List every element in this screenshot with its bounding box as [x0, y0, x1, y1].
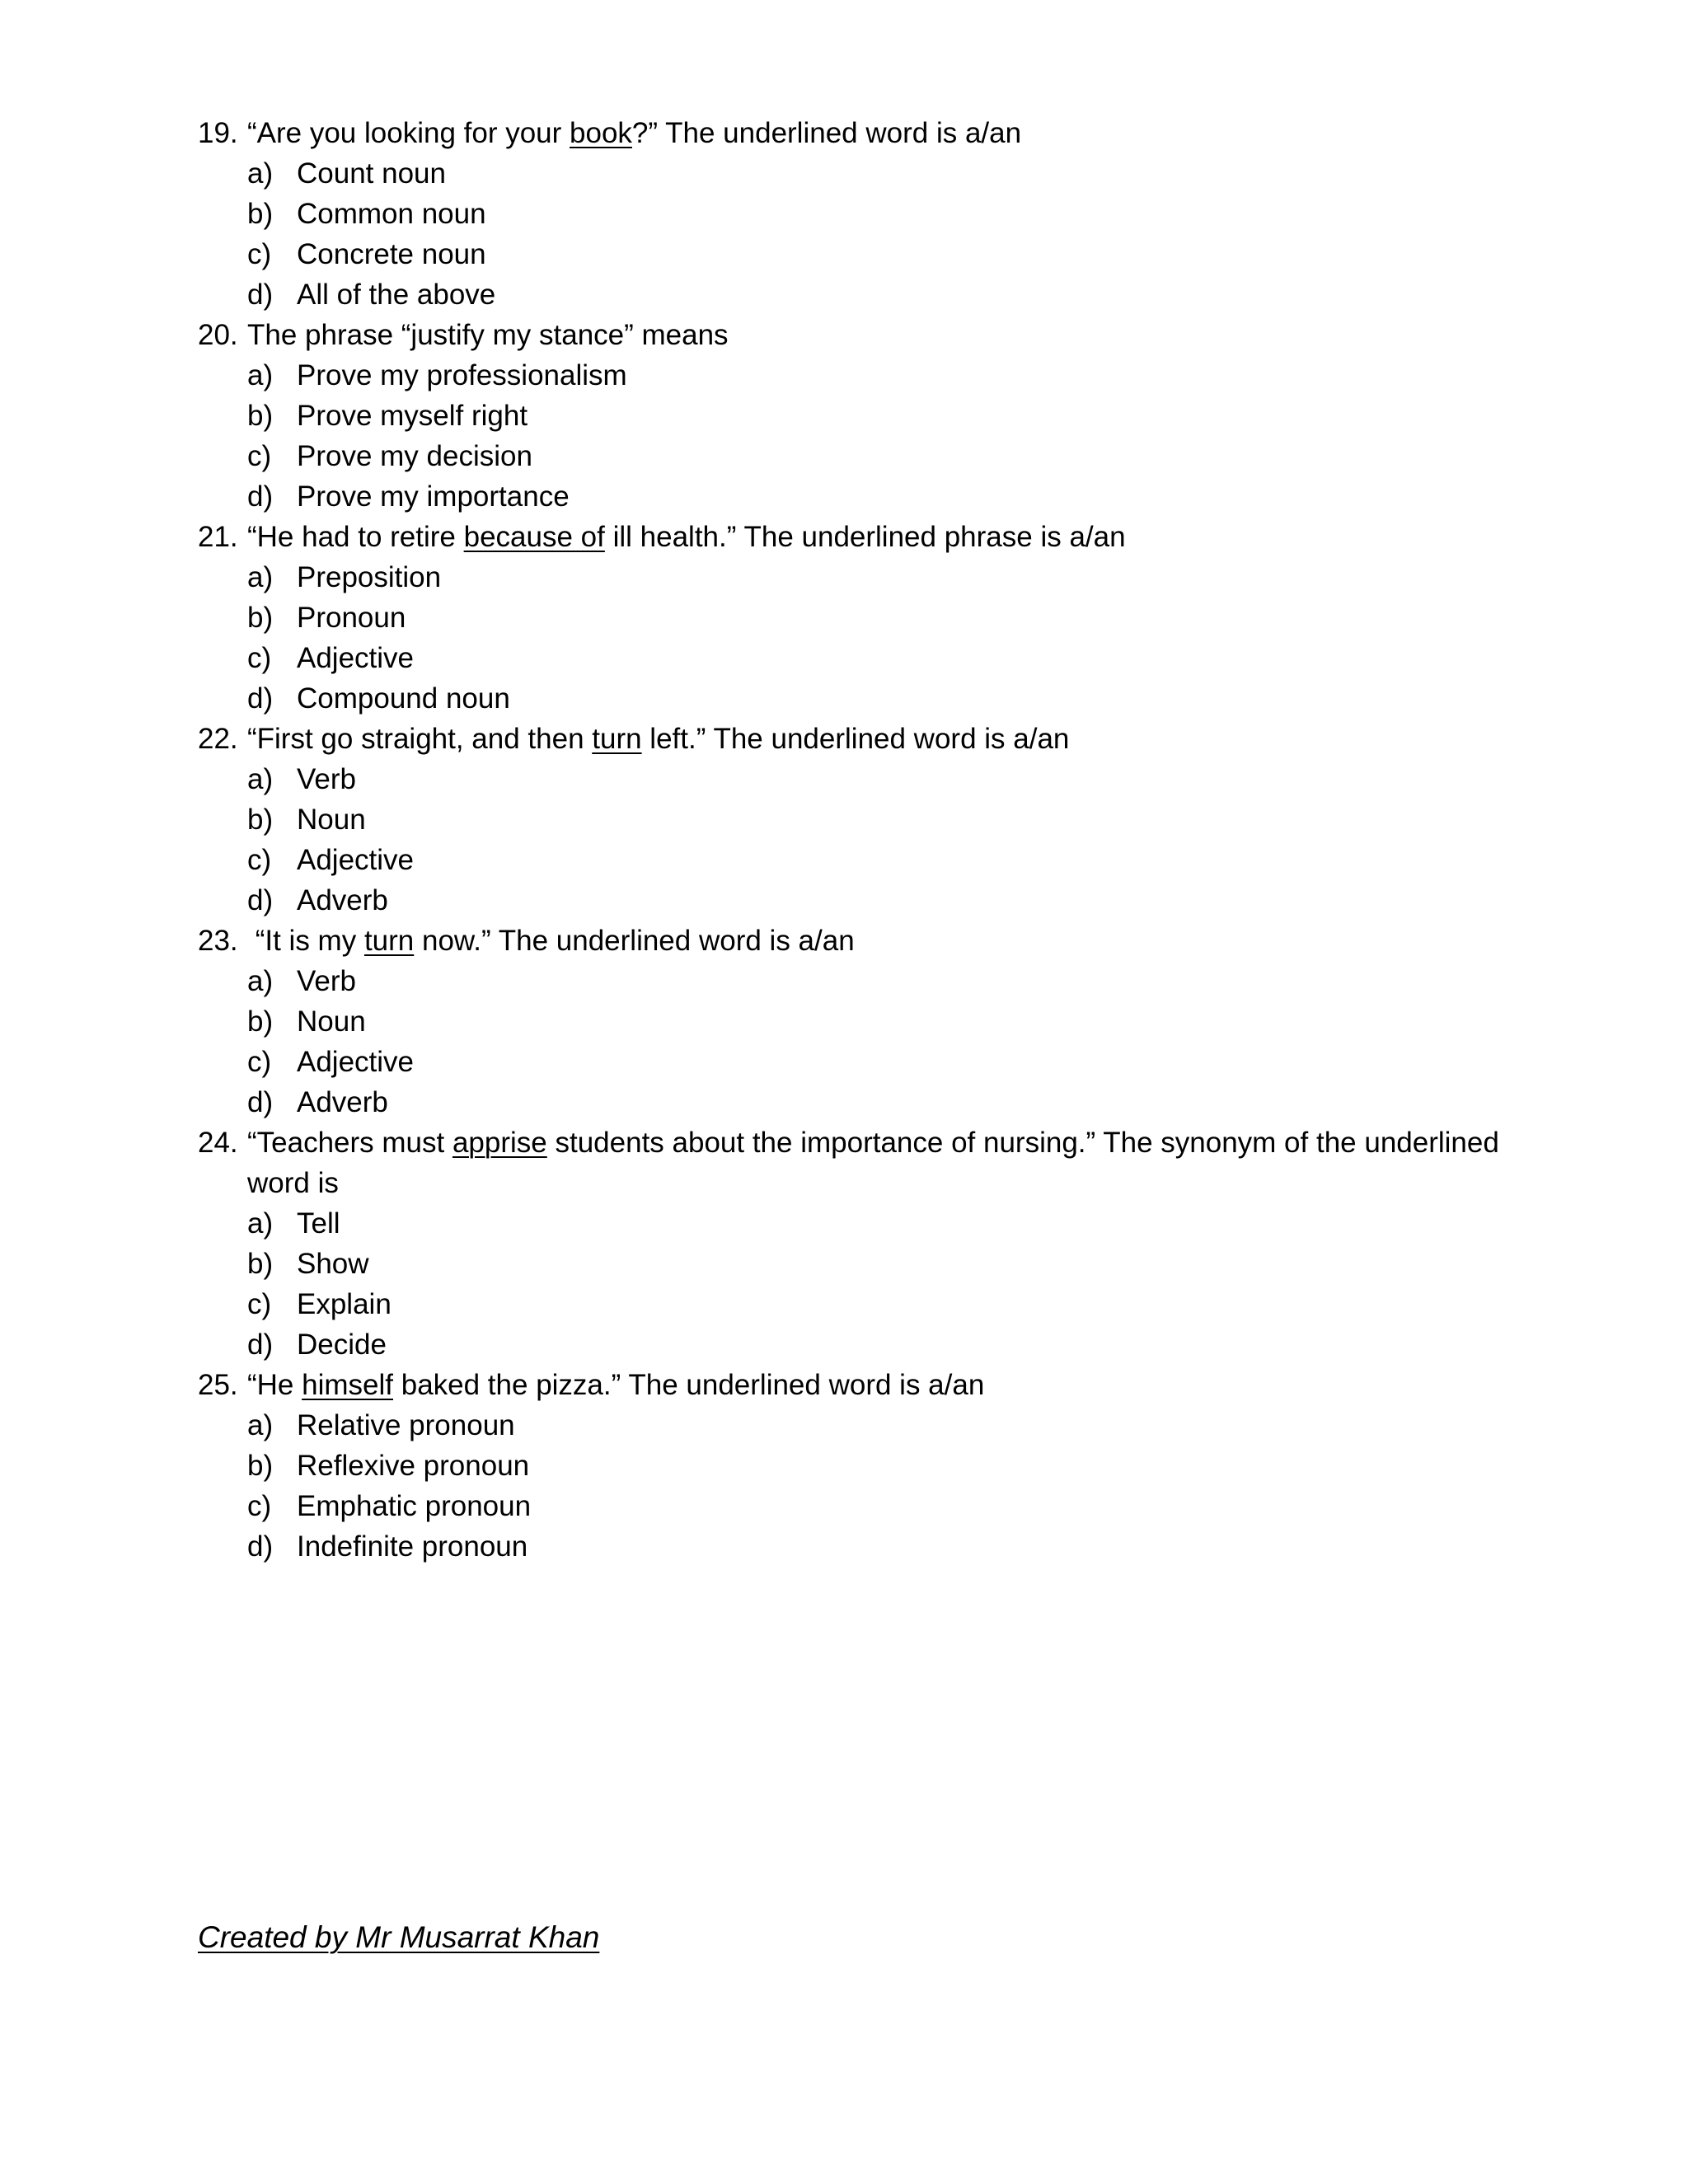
- question-text: [247, 315, 1533, 355]
- answer-option: [198, 274, 1533, 315]
- option-text: Verb: [297, 763, 356, 795]
- question-item: [198, 719, 1533, 921]
- author-credit: Created by Mr Musarrat Khan: [198, 1920, 600, 1954]
- question-number: 24.: [198, 1127, 238, 1159]
- question-text-post: students about the importance of nursing.” The synonym of the underlined word is: [247, 1127, 1507, 1199]
- option-letter: a): [247, 157, 274, 190]
- question-item: [198, 1365, 1533, 1567]
- option-letter: d): [247, 884, 274, 916]
- answer-option: [198, 759, 1533, 799]
- question-text-post: ill health.” The underlined phrase is a/an: [604, 521, 1126, 553]
- question-text-pre: “Teachers must: [247, 1127, 452, 1159]
- answer-option: [198, 1526, 1533, 1567]
- option-text: Prove myself right: [297, 400, 528, 432]
- option-list: [198, 1405, 1533, 1567]
- option-letter: a): [247, 1409, 274, 1441]
- question-stem: [198, 517, 1533, 557]
- question-text: [247, 921, 1533, 961]
- question-text: [247, 113, 1533, 153]
- option-text: Pronoun: [297, 602, 406, 634]
- question-list: [198, 113, 1533, 1567]
- option-list: [198, 961, 1533, 1122]
- option-text: Verb: [297, 965, 356, 997]
- option-text: Prove my professionalism: [297, 359, 627, 391]
- question-text: [247, 1122, 1533, 1203]
- answer-option: [198, 1082, 1533, 1122]
- underlined-term: turn: [592, 723, 642, 755]
- answer-option: [198, 436, 1533, 476]
- question-number: 22.: [198, 723, 238, 755]
- option-text: Preposition: [297, 561, 442, 593]
- answer-option: [198, 194, 1533, 234]
- question-item: [198, 1122, 1533, 1365]
- option-list: [198, 1203, 1533, 1365]
- question-stem: [198, 113, 1533, 153]
- option-text: Explain: [297, 1288, 392, 1320]
- option-text: Noun: [297, 804, 366, 836]
- option-letter: c): [247, 238, 272, 270]
- option-letter: b): [247, 198, 274, 230]
- option-text: Decide: [297, 1329, 387, 1361]
- option-text: Show: [297, 1248, 369, 1280]
- answer-option: [198, 840, 1533, 880]
- option-text: Concrete noun: [297, 238, 486, 270]
- question-text-pre: “Are you looking for your: [247, 117, 570, 149]
- underlined-term: because of: [463, 521, 605, 553]
- question-item: [198, 517, 1533, 719]
- option-letter: c): [247, 844, 272, 876]
- answer-option: [198, 1405, 1533, 1446]
- option-letter: d): [247, 682, 274, 715]
- option-text: Reflexive pronoun: [297, 1450, 530, 1482]
- underlined-term: book: [570, 117, 632, 149]
- answer-option: [198, 1324, 1533, 1365]
- question-item: [198, 921, 1533, 1122]
- option-text: Compound noun: [297, 682, 510, 715]
- answer-option: [198, 557, 1533, 598]
- question-text: [247, 1365, 1533, 1405]
- option-text: Noun: [297, 1005, 366, 1038]
- answer-option: [198, 234, 1533, 274]
- question-item: [198, 315, 1533, 517]
- answer-option: [198, 1001, 1533, 1042]
- option-text: Prove my importance: [297, 480, 570, 513]
- option-letter: c): [247, 1490, 272, 1522]
- answer-option: [198, 153, 1533, 194]
- answer-option: [198, 476, 1533, 517]
- question-number: 21.: [198, 521, 238, 553]
- underlined-term: apprise: [452, 1127, 547, 1159]
- option-letter: d): [247, 480, 274, 513]
- question-number: 25.: [198, 1369, 238, 1401]
- answer-option: [198, 961, 1533, 1001]
- question-text-pre: “He: [247, 1369, 302, 1401]
- option-letter: d): [247, 1086, 274, 1118]
- question-stem: [198, 719, 1533, 759]
- option-letter: d): [247, 1329, 274, 1361]
- option-text: Adjective: [297, 642, 415, 674]
- option-text: Tell: [297, 1207, 340, 1240]
- answer-option: [198, 1486, 1533, 1526]
- option-text: Prove my decision: [297, 440, 532, 472]
- question-text-pre: “First go straight, and then: [247, 723, 593, 755]
- option-text: Common noun: [297, 198, 486, 230]
- option-list: [198, 557, 1533, 719]
- option-text: Indefinite pronoun: [297, 1530, 528, 1563]
- question-text: [247, 517, 1533, 557]
- question-text-pre: The phrase “justify my stance” means: [247, 319, 729, 351]
- underlined-term: turn: [363, 925, 415, 957]
- option-text: All of the above: [297, 279, 496, 311]
- answer-option: [198, 396, 1533, 436]
- option-letter: d): [247, 1530, 274, 1563]
- answer-option: [198, 1042, 1533, 1082]
- question-stem: [198, 1365, 1533, 1405]
- option-letter: b): [247, 1450, 274, 1482]
- question-item: [198, 113, 1533, 315]
- question-number: 20.: [198, 319, 238, 351]
- option-letter: d): [247, 279, 274, 311]
- underlined-term: himself: [302, 1369, 393, 1401]
- answer-option: [198, 1446, 1533, 1486]
- option-text: Adverb: [297, 884, 388, 916]
- question-text-pre: “It is my: [247, 925, 364, 957]
- option-letter: c): [247, 440, 272, 472]
- answer-option: [198, 1244, 1533, 1284]
- option-letter: a): [247, 561, 274, 593]
- question-number: 19.: [198, 117, 238, 149]
- option-letter: b): [247, 400, 274, 432]
- option-letter: a): [247, 965, 274, 997]
- option-letter: c): [247, 1046, 272, 1078]
- option-letter: b): [247, 804, 274, 836]
- answer-option: [198, 598, 1533, 638]
- option-letter: b): [247, 1248, 274, 1280]
- option-letter: a): [247, 359, 274, 391]
- question-stem: [198, 1122, 1533, 1203]
- answer-option: [198, 1284, 1533, 1324]
- option-text: Adjective: [297, 1046, 415, 1078]
- answer-option: [198, 880, 1533, 921]
- answer-option: [198, 678, 1533, 719]
- question-text: [247, 719, 1533, 759]
- option-letter: c): [247, 642, 272, 674]
- question-text-post: baked the pizza.” The underlined word is a/an: [393, 1369, 985, 1401]
- option-text: Adjective: [297, 844, 415, 876]
- answer-option: [198, 799, 1533, 840]
- option-letter: b): [247, 1005, 274, 1038]
- question-number: 23.: [198, 925, 238, 957]
- option-text: Adverb: [297, 1086, 388, 1118]
- question-text-post: ?” The underlined word is a/an: [631, 117, 1022, 149]
- question-text-pre: “He had to retire: [247, 521, 464, 553]
- option-list: [198, 355, 1533, 517]
- option-list: [198, 759, 1533, 921]
- question-text-post: left.” The underlined word is a/an: [641, 723, 1070, 755]
- option-text: Relative pronoun: [297, 1409, 515, 1441]
- option-text: Emphatic pronoun: [297, 1490, 532, 1522]
- question-stem: [198, 315, 1533, 355]
- option-letter: b): [247, 602, 274, 634]
- option-list: [198, 153, 1533, 315]
- option-letter: c): [247, 1288, 272, 1320]
- option-letter: a): [247, 1207, 274, 1240]
- answer-option: [198, 638, 1533, 678]
- option-text: Count noun: [297, 157, 446, 190]
- question-text-post: now.” The underlined word is a/an: [414, 925, 855, 957]
- answer-option: [198, 355, 1533, 396]
- question-stem: [198, 921, 1533, 961]
- option-letter: a): [247, 763, 274, 795]
- answer-option: [198, 1203, 1533, 1244]
